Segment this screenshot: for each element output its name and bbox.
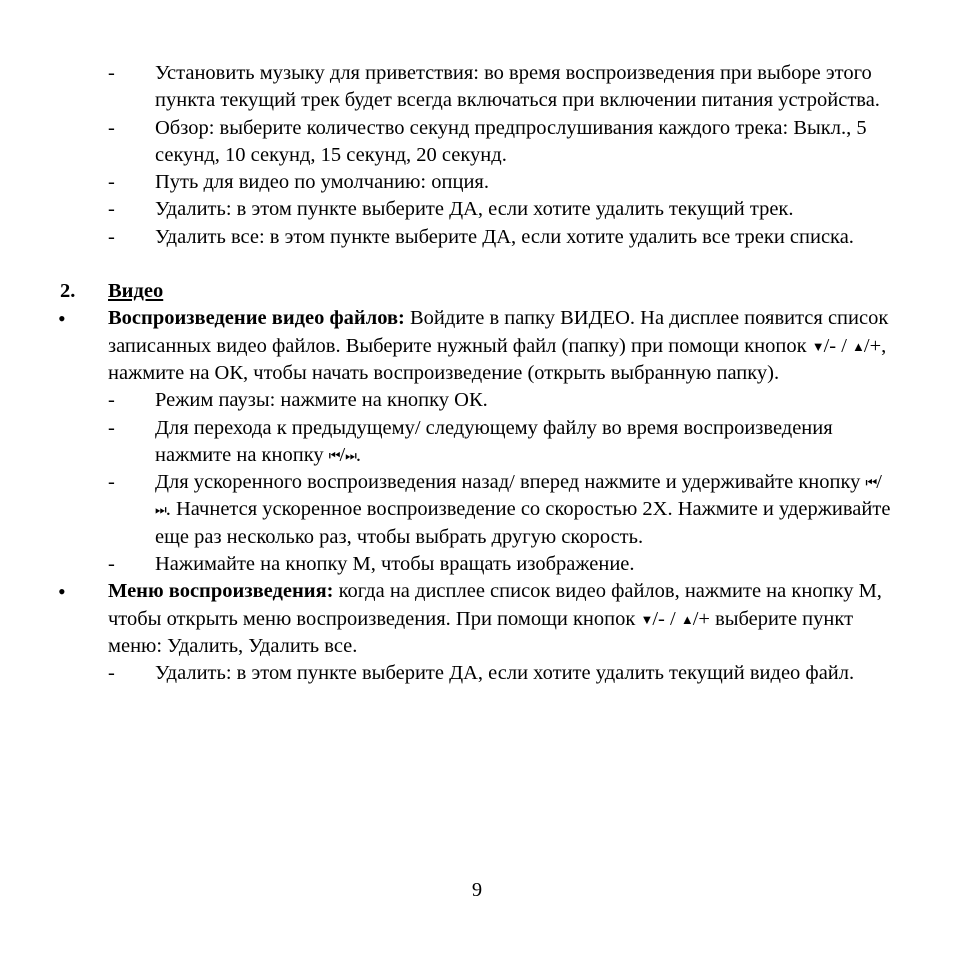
- list-item: [0, 196, 891, 223]
- list-item: [0, 60, 891, 115]
- bullet-item-video-playback: [0, 305, 889, 387]
- page-content: [0, 60, 954, 688]
- list-item-text: Режим паузы: нажмите на кнопку ОК.: [155, 389, 488, 412]
- arrow-up-icon: ▲: [852, 338, 864, 354]
- arrow-down-icon: ▼: [811, 338, 824, 354]
- list-item: [0, 387, 891, 414]
- list-item-text: Путь для видео по умолчанию: опция.: [155, 171, 489, 194]
- bullet-text: /- /: [823, 334, 853, 357]
- dash-marker: -: [108, 62, 115, 84]
- bullet-marker: •: [58, 579, 66, 605]
- dash-marker: -: [108, 171, 115, 194]
- list-item-text: .: [355, 443, 361, 466]
- page-number: 9: [471, 879, 483, 901]
- list-item-text: . Начнется ускоренное воспроизведение со скоростью 2X. Нажмите и удерживайте еще раз несколько раз, чтобы выбрать другую скорость.: [155, 498, 891, 548]
- list-item: [0, 169, 891, 196]
- dash-marker: -: [108, 389, 115, 412]
- next-track-icon: ⏭: [345, 447, 356, 463]
- list-item: [0, 224, 891, 251]
- list-item-text: Удалить все: в этом пункте выберите ДА, если хотите удалить все треки списка.: [155, 225, 854, 248]
- list-item-text: Для ускоренного воспроизведения назад/ вперед нажмите и удерживайте кнопку: [155, 471, 866, 494]
- list-item: [0, 415, 891, 470]
- slash: /: [876, 471, 882, 494]
- dash-marker: -: [108, 416, 115, 439]
- section-number: 2.: [60, 280, 76, 303]
- next-track-icon: ⏭: [155, 502, 166, 518]
- section-heading: [0, 278, 954, 305]
- bullet-text: Войдите в папку ВИДЕО. На дисплее появится список записанных видео файлов. Выберите нужный файл (папку) при помощи кнопок: [108, 307, 889, 357]
- list-item-text: Обзор: выберите количество секунд предпрослушивания каждого трека: Выкл., 5 секунд, 10 секунд, 15 секунд, 20 секунд.: [155, 116, 867, 166]
- previous-track-icon: ⏮: [328, 447, 340, 463]
- dash-marker: -: [108, 225, 115, 248]
- bullet-title: Воспроизведение видео файлов:: [108, 307, 405, 330]
- list-item: [0, 115, 891, 170]
- list-item: [0, 469, 891, 551]
- slash: /: [339, 443, 346, 466]
- bullet-text: когда на дисплее список видео файлов, нажмите на кнопку М, чтобы открыть меню воспроизведения. При помощи кнопок: [108, 580, 882, 630]
- arrow-up-icon: ▲: [680, 611, 693, 627]
- bullet-marker: •: [58, 306, 66, 332]
- dash-marker: -: [108, 662, 115, 685]
- list-item: [0, 660, 891, 687]
- list-item-text: Нажимайте на кнопку М, чтобы вращать изображение.: [155, 553, 635, 576]
- dash-marker: -: [108, 116, 115, 139]
- list-item-text: Удалить: в этом пункте выберите ДА, если хотите удалить текущий трек.: [155, 198, 794, 221]
- dash-marker: -: [108, 553, 115, 576]
- bullet-title: Меню воспроизведения:: [108, 580, 334, 603]
- previous-track-icon: ⏮: [865, 475, 877, 491]
- dash-marker: -: [108, 198, 115, 221]
- list-item-text: Для перехода к предыдущему/ следующему файлу во время воспроизведения нажмите на кнопку: [155, 416, 833, 466]
- bullet-item-playback-menu: [0, 578, 889, 660]
- bullet-text: /+ выберите пункт меню: Удалить, Удалить все.: [108, 607, 854, 657]
- dash-marker: -: [108, 471, 115, 494]
- list-item-text: Удалить: в этом пункте выберите ДА, если хотите удалить текущий видео файл.: [155, 662, 855, 685]
- arrow-down-icon: ▼: [640, 611, 653, 627]
- list-item: [0, 551, 891, 578]
- bullet-text: /- /: [652, 607, 681, 630]
- list-item-text: Установить музыку для приветствия: во время воспроизведения при выборе этого пункта текущий трек будет всегда включаться при включении питания устройства.: [155, 62, 880, 112]
- bullet-text: /+, нажмите на ОК, чтобы начать воспроизведение (открыть выбранную папку).: [108, 334, 887, 384]
- section-title: Видео: [108, 280, 164, 303]
